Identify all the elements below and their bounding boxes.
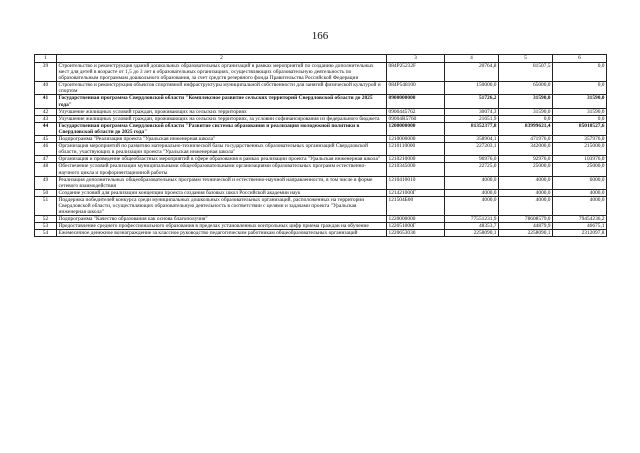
header-col-3: 3	[387, 55, 445, 63]
table-row	[35, 189, 607, 196]
row-value-2: 31590,0	[499, 95, 553, 108]
table-row	[35, 63, 607, 82]
row-value-1: 4000,0	[445, 176, 499, 189]
row-name: Подпрограмма "Реализация проекта "Уральская инженерная школа"	[57, 136, 387, 143]
row-value-1: 227203,1	[445, 143, 499, 156]
row-value-3: 0,0	[553, 115, 607, 122]
row-value-2: 342000,0	[499, 143, 553, 156]
row-value-3: 357976,0	[553, 136, 607, 143]
header-col-5: 5	[499, 55, 553, 63]
row-name: Строительство и реконструкция зданий дошкольных образовательных организаций в рамках мероприятий по созданию дополнительных мест для детей в возрасте от 1,5 до 3 лет в образовательных организациях, осуществляющих образовательную деятельность по образовательным программам дошкольного образования, за счет средств резервного фонда Правительства Российской Федерации	[57, 63, 387, 82]
row-value-3: 4000,0	[553, 189, 607, 196]
row-value-2: 78608579,0	[499, 216, 553, 223]
row-value-2: 4000,0	[499, 189, 553, 196]
row-code: 09004R5760	[387, 115, 445, 122]
row-name: Предоставление среднего профессионального образования в пределах установленных контрольных цифр приема граждан на обучение	[57, 223, 387, 230]
table-row	[35, 108, 607, 115]
row-number: 39	[35, 63, 57, 82]
row-value-2: 25000,0	[499, 163, 553, 176]
row-value-2: 4000,0	[499, 176, 553, 189]
row-value-2: 92976,0	[499, 156, 553, 163]
row-value-3: 85010527,6	[553, 122, 607, 135]
row-value-3: 2312097,8	[553, 230, 607, 237]
row-name: Реализация дополнительных общеобразовательных программ технической и естественно-научной направленности, в том числе в форме сетевого взаимодействия	[57, 176, 387, 189]
row-name: Подпрограмма "Качество образования как основа благополучия"	[57, 216, 387, 223]
row-number: 54	[35, 230, 57, 237]
row-value-3: 103976,0	[553, 156, 607, 163]
row-value-1: 358904,1	[445, 136, 499, 143]
row-code: 084P25232F	[387, 63, 445, 82]
table-row	[35, 176, 607, 189]
row-name: Организация мероприятий по развитию материально-технической базы государственных образовательных организаций Свердловской области, участвующих в реализации проекта "Уральская инженерная школа"	[57, 143, 387, 156]
table-row	[35, 223, 607, 230]
row-value-3: 25000,0	[553, 163, 607, 176]
table-row	[35, 136, 607, 143]
table-row	[35, 122, 607, 135]
row-value-1: 2258090,1	[445, 230, 499, 237]
row-value-3: 79454236,2	[553, 216, 607, 223]
row-number: 42	[35, 108, 57, 115]
row-name: Организация и проведение общеобластных мероприятий в сфере образования в рамках реализации проекта "Уральская инженерная школа"	[57, 156, 387, 163]
row-value-2: 471976,0	[499, 136, 553, 143]
table-header-row	[35, 55, 607, 63]
row-value-2: 81507,5	[499, 63, 553, 82]
row-value-2: 0,0	[499, 115, 553, 122]
row-number: 41	[35, 95, 57, 108]
row-value-1: 150000,0	[445, 82, 499, 95]
row-code: 0900000000	[387, 95, 445, 108]
table-row	[35, 115, 607, 122]
budget-table	[34, 54, 607, 237]
table-row	[35, 82, 607, 95]
row-number: 49	[35, 176, 57, 189]
row-code: 122051000Г	[387, 223, 445, 230]
row-code: 1210410010	[387, 176, 445, 189]
row-code: 1210000000	[387, 136, 445, 143]
row-number: 50	[35, 189, 57, 196]
row-name: Создание условий для реализации концепции проекта создания базовых школ Российской академии наук	[57, 189, 387, 196]
row-value-3: 4000,0	[553, 196, 607, 215]
row-number: 43	[35, 115, 57, 122]
row-number: 51	[35, 196, 57, 215]
row-code: 1210210000	[387, 156, 445, 163]
table-row	[35, 95, 607, 108]
row-code: 1200000000	[387, 122, 445, 135]
table-row	[35, 156, 607, 163]
row-number: 52	[35, 216, 57, 223]
row-code: 1210110000	[387, 143, 445, 156]
header-col-6: 6	[553, 55, 607, 63]
table-row	[35, 143, 607, 156]
row-name: Государственная программа Свердловской области "Комплексное развитие сельских территорий Свердловской области до 2025 года"	[57, 95, 387, 108]
row-number: 53	[35, 223, 57, 230]
table-row	[35, 216, 607, 223]
row-value-3: 0,0	[553, 82, 607, 95]
row-value-2: 83999621,4	[499, 122, 553, 135]
row-name: Строительство и реконструкция объектов спортивной инфраструктуры муниципальной собственности для занятий физической культурой и спортом	[57, 82, 387, 95]
row-code: 121504Б00	[387, 196, 445, 215]
page-number: 166	[311, 30, 329, 42]
table-row	[35, 163, 607, 176]
row-code: 084P548100	[387, 82, 445, 95]
row-code: 121421000Г	[387, 189, 445, 196]
row-name: Государственная программа Свердловской области "Развитие системы образования и реализация молодежной политики в Свердловской области до 2025 года"	[57, 122, 387, 135]
header-col-4: 4	[445, 55, 499, 63]
row-value-3: 46675,1	[553, 223, 607, 230]
row-number: 40	[35, 82, 57, 95]
row-value-3: 0,0	[553, 63, 607, 82]
row-value-3: 215000,0	[553, 143, 607, 156]
table-row	[35, 196, 607, 215]
row-value-1: 21651,9	[445, 115, 499, 122]
row-value-1: 22725,0	[445, 163, 499, 176]
row-name: Поддержка победителей конкурса среди муниципальных дошкольных образовательных организаций, расположенных на территории Свердловской области, осуществляющих образовательную деятельность в соответствии с целями и задачами проекта "Уральская инженерная школа"	[57, 196, 387, 215]
row-value-2: 2258090,1	[499, 230, 553, 237]
row-number: 44	[35, 122, 57, 135]
row-value-1: 48353,7	[445, 223, 499, 230]
row-value-1: 30074,3	[445, 108, 499, 115]
row-value-3: 31590,0	[553, 108, 607, 115]
row-value-1: 20764,8	[445, 63, 499, 82]
row-value-1: 81352377,8	[445, 122, 499, 135]
row-code: 1210345000	[387, 163, 445, 176]
row-value-1: 51726,2	[445, 95, 499, 108]
row-value-3: 31590,0	[553, 95, 607, 108]
row-number: 45	[35, 136, 57, 143]
header-col-2: 2	[57, 55, 387, 63]
row-number: 48	[35, 163, 57, 176]
row-number: 47	[35, 156, 57, 163]
row-value-2: 31590,0	[499, 108, 553, 115]
row-name: Обеспечение условий реализации муниципальными общеобразовательными организациями образовательных программ естественно-научного цикла и профориентационной работы	[57, 163, 387, 176]
row-code: 1220653030	[387, 230, 445, 237]
row-name: Улучшение жилищных условий граждан, проживающих на сельских территориях, за условии софинансирования из федерального бюджета	[57, 115, 387, 122]
row-value-1: 77551231,9	[445, 216, 499, 223]
row-code: 0900445762	[387, 108, 445, 115]
row-number: 46	[35, 143, 57, 156]
row-value-3: 6000,0	[553, 176, 607, 189]
row-value-1: 96976,0	[445, 156, 499, 163]
row-value-1: 4000,0	[445, 196, 499, 215]
row-value-2: 44879,9	[499, 223, 553, 230]
row-value-2: 65000,0	[499, 82, 553, 95]
row-name: Ежемесячное денежное вознаграждение за классное руководство педагогическим работникам общеобразовательных организаций	[57, 230, 387, 237]
header-col-1: 1	[35, 55, 57, 63]
row-value-1: 4000,0	[445, 189, 499, 196]
row-code: 1220000000	[387, 216, 445, 223]
row-name: Улучшение жилищных условий граждан, проживающих на сельских территориях	[57, 108, 387, 115]
table-row	[35, 230, 607, 237]
row-value-2: 4000,0	[499, 196, 553, 215]
